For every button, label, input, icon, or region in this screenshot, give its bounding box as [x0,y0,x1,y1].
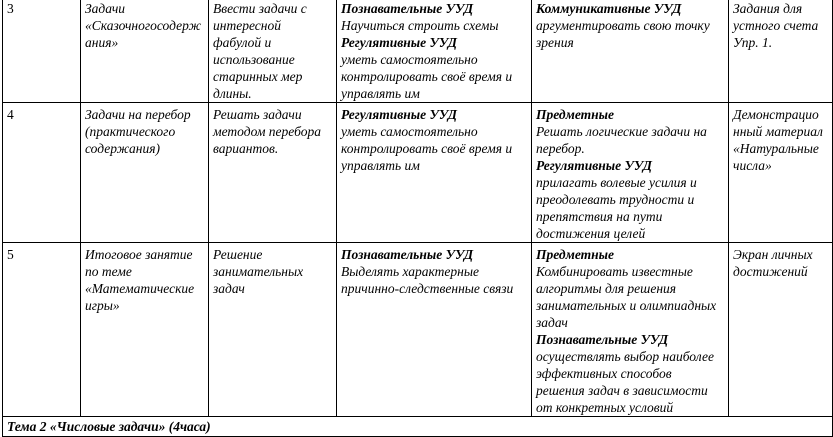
text-line: «Математические [85,281,195,296]
results-cell [337,0,532,103]
table-row [3,243,833,417]
text-line: эффективных способов [536,366,672,381]
text-line: «Натуральные [733,141,819,156]
text-line: от конкретных условий [536,400,674,415]
row-number-cell [3,0,81,103]
text-line: Выделять характерные [341,264,479,279]
text-line: (практического [85,124,176,139]
section-heading: Познавательные УУД [536,332,669,347]
text-line: Научиться строить схемы [341,18,499,33]
form-cell [729,243,833,417]
text-line: достижения целей [536,226,646,241]
text-line: Решать задачи [213,107,302,122]
text-line: контролировать своё время и [341,69,513,84]
text-line: контролировать своё время и [341,141,513,156]
results-cell [337,243,532,417]
text-line: вариантов. [213,141,279,156]
text-line: зрения [536,35,574,50]
text-line: решения задач в зависимости [536,383,708,398]
row-number: 5 [7,247,14,262]
text-line: Решение [213,247,263,262]
task-cell [81,243,209,417]
task-cell [81,103,209,243]
text-line: Задачи [85,1,126,16]
row-number: 4 [7,107,14,122]
text-line: игры» [85,298,120,313]
text-line: достижений [733,264,808,279]
text-line: Задания для [733,1,803,16]
text-line: нный материал [733,124,823,139]
text-line: Демонстрацио [733,107,819,122]
section-heading: Регулятивные УУД [536,158,652,173]
text-line: причинно-следственные связи [341,281,514,296]
section-heading: Познавательные УУД [341,1,474,16]
text-line: длины. [213,86,252,101]
results-cell [532,103,729,243]
text-line: Упр. 1. [733,35,773,50]
text-line: управлять им [341,86,420,101]
text-line: перебор. [536,141,585,156]
lesson-plan-table [2,0,833,437]
text-line: задач [213,281,245,296]
text-line: «Сказочногосодерж [85,18,202,33]
text-line: методом перебора [213,124,321,139]
section-heading: Предметные [536,247,615,262]
section-heading: Коммуникативные УУД [536,1,682,16]
text-line: уметь самостоятельно [341,124,478,139]
row-number-cell [3,103,81,243]
section-heading: Регулятивные УУД [341,35,457,50]
text-line: преодолевать трудности и [536,192,695,207]
text-line: фабулой и [213,35,272,50]
text-line: устного счета [733,18,819,33]
form-cell [729,0,833,103]
text-line: занимательных и олимпиадных [536,298,717,313]
topic-row [3,417,833,437]
text-line: препятствия на пути [536,209,663,224]
results-cell [532,243,729,417]
activity-cell [209,243,337,417]
row-number-cell [3,243,81,417]
text-line: по теме [85,264,132,279]
text-line: осуществлять выбор наиболее [536,349,714,364]
table-row [3,103,833,243]
form-cell [729,103,833,243]
table-row [3,0,833,103]
topic-heading: Тема 2 «Числовые задачи» (4часа) [3,417,833,437]
section-heading: Предметные [536,107,615,122]
text-line: Ввести задачи с [213,1,307,16]
task-cell [81,0,209,103]
activity-cell [209,0,337,103]
results-cell [337,103,532,243]
section-heading: Познавательные УУД [341,247,474,262]
text-line: задач [536,315,568,330]
text-line: занимательных [213,264,304,279]
text-line: алгоритмы для решения [536,281,677,296]
text-line: интересной [213,18,281,33]
text-line: Комбинировать известные [536,264,693,279]
activity-cell [209,103,337,243]
text-line: числа» [733,158,772,173]
text-line: использование [213,52,295,67]
text-line: ания» [85,35,119,50]
results-cell [532,0,729,103]
text-line: прилагать волевые усилия и [536,175,697,190]
text-line: Итоговое занятие [85,247,193,262]
text-line: Решать логические задачи на [536,124,707,139]
text-line: Задачи на перебор [85,107,191,122]
section-heading: Регулятивные УУД [341,107,457,122]
text-line: старинных мер [213,69,303,84]
text-line: содержания) [85,141,160,156]
row-number: 3 [7,1,14,16]
text-line: уметь самостоятельно [341,52,478,67]
text-line: аргументировать свою точку [536,18,710,33]
text-line: управлять им [341,158,420,173]
text-line: Экран личных [733,247,813,262]
